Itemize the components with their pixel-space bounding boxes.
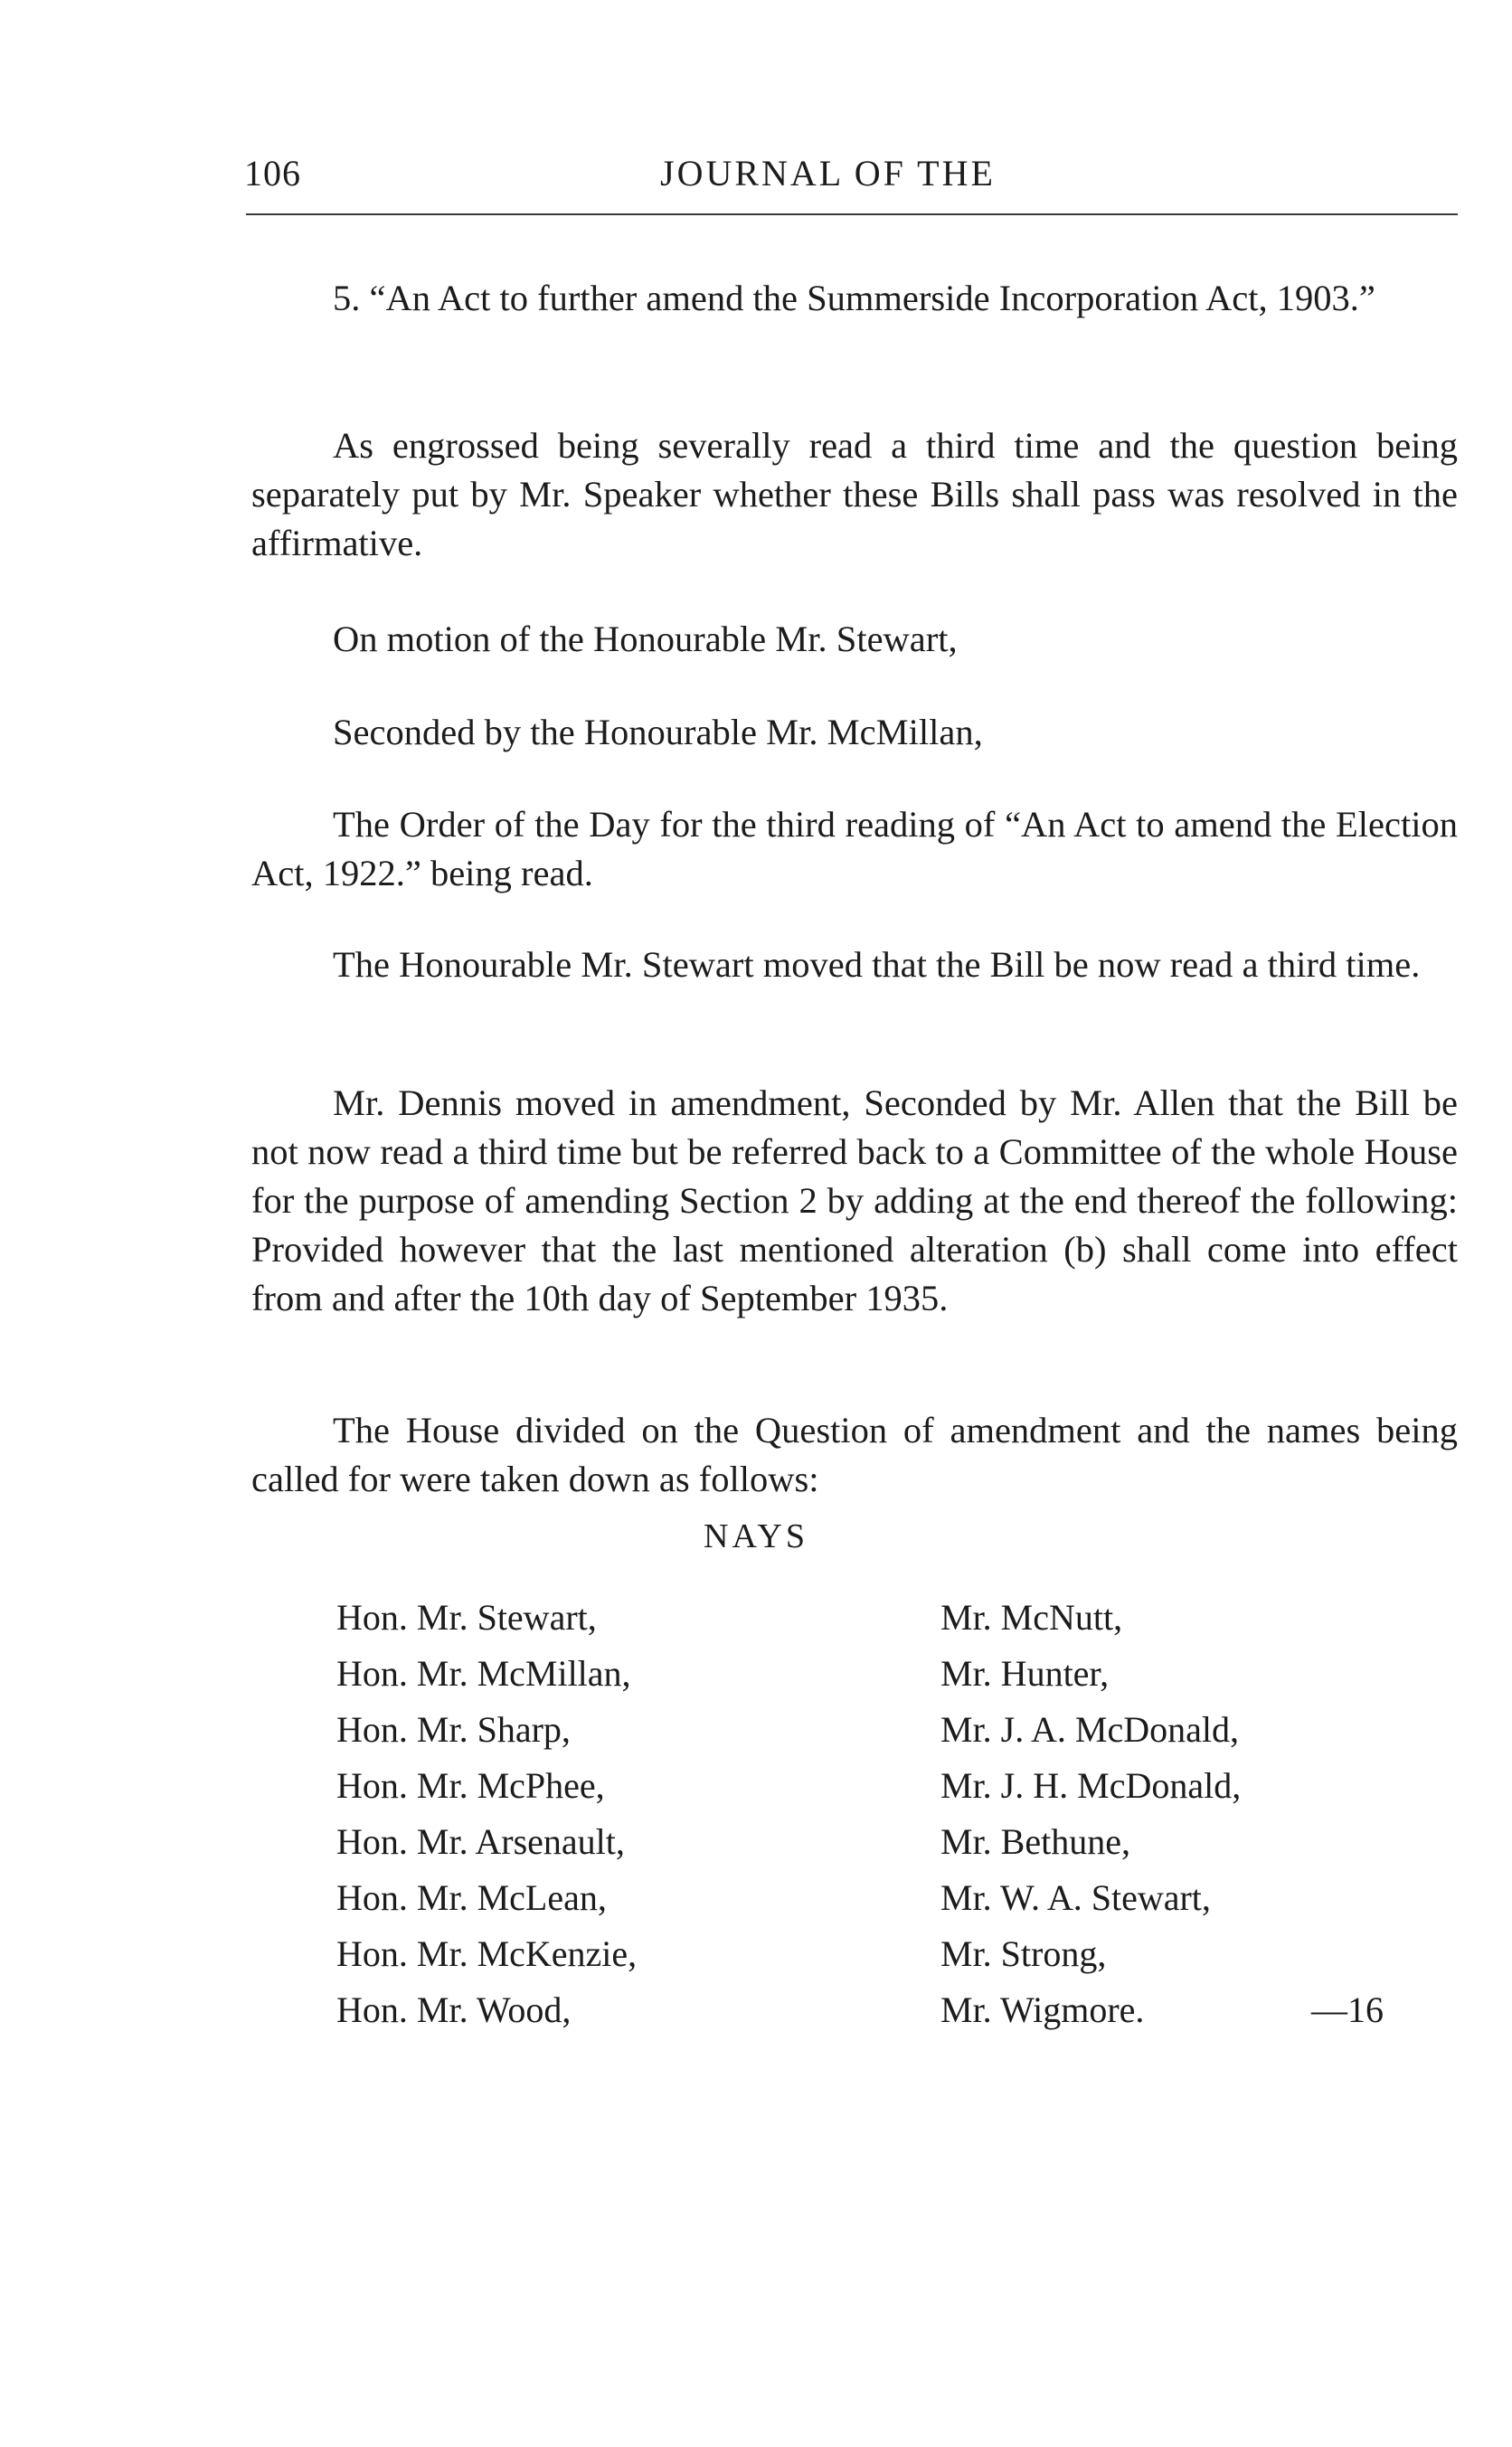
nay-name: Mr. W. A. Stewart, bbox=[940, 1877, 1211, 1918]
order-of-day-paragraph: The Order of the Day for the third reading of “An Act to amend the Election Act, 1922.” being read. bbox=[251, 804, 1458, 893]
nay-name: Hon. Mr. Wood, bbox=[336, 1989, 572, 2030]
nays-heading: NAYS bbox=[704, 1517, 808, 1555]
amendment-paragraph: Mr. Dennis moved in amendment, Seconded by Mr. Allen that the Bill be not now read a third time but be referred back to a Committee of the whole House for the purpose of amending Section 2 by adding at the end thereof the following: Provided however that the last mentioned alteration (b) shall come into effect from and after the 10th day of September 1935. bbox=[251, 1082, 1458, 1318]
nay-name: Mr. McNutt, bbox=[940, 1597, 1123, 1638]
nay-name: Hon. Mr. Stewart, bbox=[336, 1597, 597, 1638]
nay-name: Mr. J. H. McDonald, bbox=[940, 1765, 1242, 1806]
nay-name: Hon. Mr. Sharp, bbox=[336, 1709, 571, 1750]
nay-name: Mr. Wigmore. bbox=[940, 1989, 1145, 2030]
running-head: JOURNAL OF THE bbox=[660, 153, 996, 194]
nay-name: Hon. Mr. McKenzie, bbox=[336, 1933, 638, 1974]
seconded-line: Seconded by the Honourable Mr. McMillan, bbox=[333, 712, 983, 752]
third-reading-motion: The Honourable Mr. Stewart moved that the Bill be now read a third time. bbox=[333, 944, 1421, 985]
nay-name: Mr. Strong, bbox=[940, 1933, 1107, 1974]
page-header bbox=[244, 152, 1458, 206]
engrossed-paragraph: As engrossed being severally read a third time and the question being separately put by Mr. Speaker whether these Bills shall pass was resolved in the affirmative. bbox=[251, 425, 1458, 563]
nays-right-column bbox=[940, 1590, 1411, 2038]
page-number: 106 bbox=[244, 153, 301, 194]
nays-total: —16 bbox=[1311, 1989, 1384, 2030]
nay-name: Hon. Mr. Arsenault, bbox=[336, 1821, 625, 1862]
nay-name: Hon. Mr. McMillan, bbox=[336, 1653, 631, 1694]
nay-name: Mr. Bethune, bbox=[940, 1821, 1130, 1862]
header-rule bbox=[246, 213, 1458, 215]
bill-item-5: 5. “An Act to further amend the Summerside Incorporation Act, 1903.” bbox=[333, 278, 1375, 318]
division-paragraph: The House divided on the Question of amendment and the names being called for were taken down as follows: bbox=[251, 1410, 1458, 1499]
nays-left-column bbox=[336, 1590, 843, 2038]
motion-line: On motion of the Honourable Mr. Stewart, bbox=[333, 619, 958, 659]
nay-name: Hon. Mr. McPhee, bbox=[336, 1765, 605, 1806]
nay-name: Hon. Mr. McLean, bbox=[336, 1877, 607, 1918]
nay-name: Mr. Hunter, bbox=[940, 1653, 1110, 1694]
nay-name: Mr. J. A. McDonald, bbox=[940, 1709, 1239, 1750]
